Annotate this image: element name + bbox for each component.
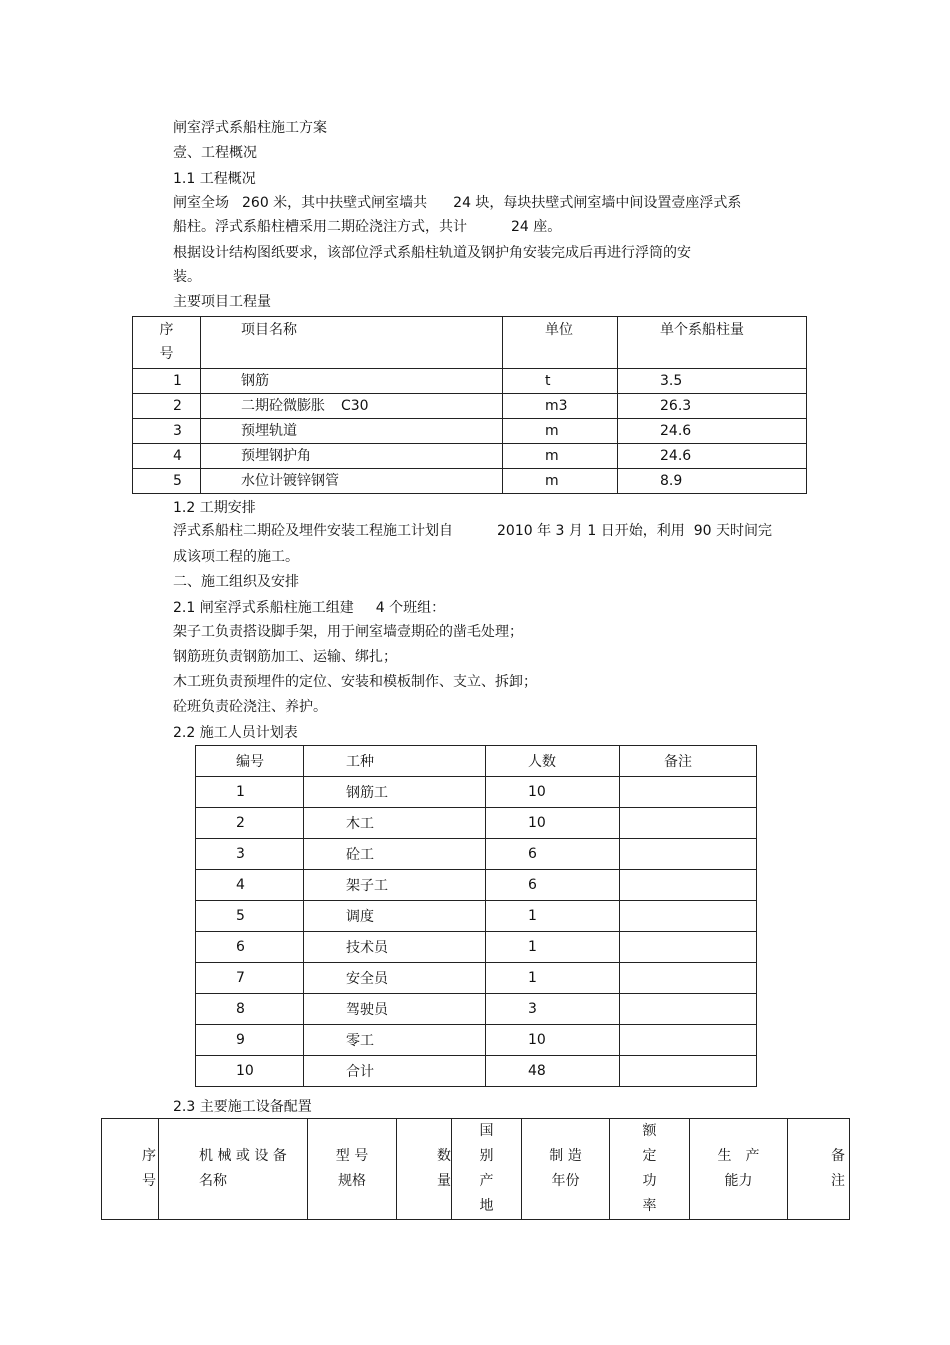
table-row — [133, 369, 807, 394]
section-1-heading: 壹、工程概况 — [173, 145, 257, 161]
cell-type: 技术员 — [304, 932, 486, 963]
table-row — [133, 469, 807, 494]
paragraph-4-end: 成该项工程的施工。 — [173, 549, 299, 565]
table-row — [196, 808, 757, 839]
cell-type: 木工 — [304, 808, 486, 839]
team-item: 架子工负责搭设脚手架，用于闸室墙壹期砼的凿毛处理； — [173, 624, 523, 640]
cell-name: 二期砼微膨胀 C30 — [201, 394, 503, 419]
cell-no: 4 — [196, 870, 304, 901]
paragraph-4-part-a: 浮式系船柱二期砼及埋件安装工程施工计划自 — [173, 523, 453, 539]
header-equipment-name: 机 械 或 设 备 名称 — [159, 1119, 308, 1220]
header-name: 项目名称 — [201, 317, 503, 369]
cell-note — [620, 870, 757, 901]
cell-no: 7 — [196, 963, 304, 994]
cell-qty: 24.6 — [618, 419, 807, 444]
table-row — [196, 1056, 757, 1087]
cell-note — [620, 777, 757, 808]
cell-count: 10 — [486, 777, 620, 808]
table-row — [196, 963, 757, 994]
table-1-caption: 主要项目工程量 — [173, 294, 271, 310]
team-item: 砼班负责砼浇注、养护。 — [173, 699, 327, 715]
paragraph-1 — [173, 193, 741, 213]
table-row — [133, 394, 807, 419]
team-item: 钢筋班负责钢筋加工、运输、绑扎； — [173, 649, 397, 665]
paragraph-1-part-c: 24 块，每块扶壁式闸室墙中间设置壹座浮式系 — [453, 195, 742, 211]
cell-name: 预埋钢护角 — [201, 444, 503, 469]
cell-count: 48 — [486, 1056, 620, 1087]
table-row — [196, 870, 757, 901]
cell-name: 水位计镀锌钢管 — [201, 469, 503, 494]
header-remark: 备 注 — [788, 1119, 850, 1220]
cell-type: 砼工 — [304, 839, 486, 870]
paragraph-1-part-a: 闸室全场 — [173, 195, 229, 211]
header-count: 人数 — [486, 746, 620, 777]
table-row — [196, 994, 757, 1025]
table-row — [196, 839, 757, 870]
header-qty: 单个系船柱量 — [618, 317, 807, 369]
paragraph-2-part-a: 船柱。浮式系船柱槽采用二期砼浇注方式，共计 — [173, 219, 467, 235]
header-capacity: 生 产 能力 — [690, 1119, 788, 1220]
subsection-2-1-heading: 2.1 闸室浮式系船柱施工组建 4 个班组： — [173, 600, 446, 616]
cell-no: 9 — [196, 1025, 304, 1056]
cell-type: 调度 — [304, 901, 486, 932]
cell-count: 6 — [486, 839, 620, 870]
cell-seq: 1 — [133, 369, 201, 394]
subsection-1-2-heading: 1.2 工期安排 — [173, 500, 256, 516]
header-quantity: 数 量 — [397, 1119, 452, 1220]
table-header-row — [196, 746, 757, 777]
table-header-row — [102, 1119, 850, 1220]
equipment-table — [101, 1118, 850, 1220]
cell-unit: m — [503, 444, 618, 469]
table-row — [133, 444, 807, 469]
cell-note — [620, 839, 757, 870]
cell-unit: t — [503, 369, 618, 394]
header-model: 型 号 规格 — [308, 1119, 397, 1220]
subsection-1-1-heading: 1.1 工程概况 — [173, 171, 256, 187]
cell-no: 2 — [196, 808, 304, 839]
section-2-heading: 二、施工组织及安排 — [173, 574, 299, 590]
cell-count: 1 — [486, 932, 620, 963]
header-no: 编号 — [196, 746, 304, 777]
cell-seq: 3 — [133, 419, 201, 444]
table-header-row — [133, 317, 807, 369]
cell-count: 1 — [486, 963, 620, 994]
header-note: 备注 — [620, 746, 757, 777]
cell-no: 10 — [196, 1056, 304, 1087]
cell-seq: 4 — [133, 444, 201, 469]
cell-note — [620, 1025, 757, 1056]
cell-count: 10 — [486, 808, 620, 839]
cell-unit: m — [503, 419, 618, 444]
cell-seq: 5 — [133, 469, 201, 494]
cell-note — [620, 808, 757, 839]
cell-no: 1 — [196, 777, 304, 808]
cell-type: 驾驶员 — [304, 994, 486, 1025]
table-row — [196, 1025, 757, 1056]
quantity-table — [132, 316, 807, 494]
cell-count: 3 — [486, 994, 620, 1025]
cell-qty: 26.3 — [618, 394, 807, 419]
paragraph-4 — [173, 521, 772, 541]
paragraph-2-part-b: 24 座。 — [511, 219, 562, 235]
header-origin: 国 别 产 地 — [452, 1119, 522, 1220]
cell-name: 钢筋 — [201, 369, 503, 394]
cell-note — [620, 932, 757, 963]
cell-name: 预埋轨道 — [201, 419, 503, 444]
subsection-2-3-heading: 2.3 主要施工设备配置 — [173, 1099, 312, 1115]
table-row — [133, 419, 807, 444]
cell-note — [620, 901, 757, 932]
paragraph-2 — [173, 217, 561, 237]
table-row — [196, 777, 757, 808]
cell-type: 安全员 — [304, 963, 486, 994]
cell-no: 3 — [196, 839, 304, 870]
cell-type: 钢筋工 — [304, 777, 486, 808]
table-row — [196, 901, 757, 932]
cell-seq: 2 — [133, 394, 201, 419]
cell-count: 6 — [486, 870, 620, 901]
subsection-2-2-heading: 2.2 施工人员计划表 — [173, 725, 298, 741]
cell-no: 6 — [196, 932, 304, 963]
header-unit: 单位 — [503, 317, 618, 369]
paragraph-1-part-b: 260 米，其中扶壁式闸室墙共 — [242, 195, 428, 211]
paragraph-3-end: 装。 — [173, 269, 201, 285]
paragraph-4-part-b: 2010 年 3 月 1 日开始，利用 — [497, 523, 685, 539]
header-type: 工种 — [304, 746, 486, 777]
cell-no: 8 — [196, 994, 304, 1025]
paragraph-4-part-c: 90 天时间完 — [693, 523, 772, 539]
cell-qty: 3.5 — [618, 369, 807, 394]
cell-qty: 8.9 — [618, 469, 807, 494]
cell-note — [620, 1056, 757, 1087]
cell-unit: m — [503, 469, 618, 494]
header-power: 额 定 功 率 — [610, 1119, 690, 1220]
staff-table — [195, 745, 757, 1087]
cell-type: 合计 — [304, 1056, 486, 1087]
cell-qty: 24.6 — [618, 444, 807, 469]
header-seq: 序 号 — [102, 1119, 159, 1220]
cell-type: 零工 — [304, 1025, 486, 1056]
table-row — [196, 932, 757, 963]
cell-note — [620, 994, 757, 1025]
cell-type: 架子工 — [304, 870, 486, 901]
cell-count: 1 — [486, 901, 620, 932]
cell-unit: m3 — [503, 394, 618, 419]
header-year: 制 造 年份 — [522, 1119, 610, 1220]
team-item: 木工班负责预埋件的定位、安装和模板制作、支立、拆卸； — [173, 674, 537, 690]
doc-title: 闸室浮式系船柱施工方案 — [173, 120, 327, 136]
header-seq: 序 号 — [133, 317, 201, 369]
cell-count: 10 — [486, 1025, 620, 1056]
paragraph-3: 根据设计结构图纸要求，该部位浮式系船柱轨道及钢护角安装完成后再进行浮筒的安 — [173, 245, 691, 261]
cell-note — [620, 963, 757, 994]
cell-no: 5 — [196, 901, 304, 932]
